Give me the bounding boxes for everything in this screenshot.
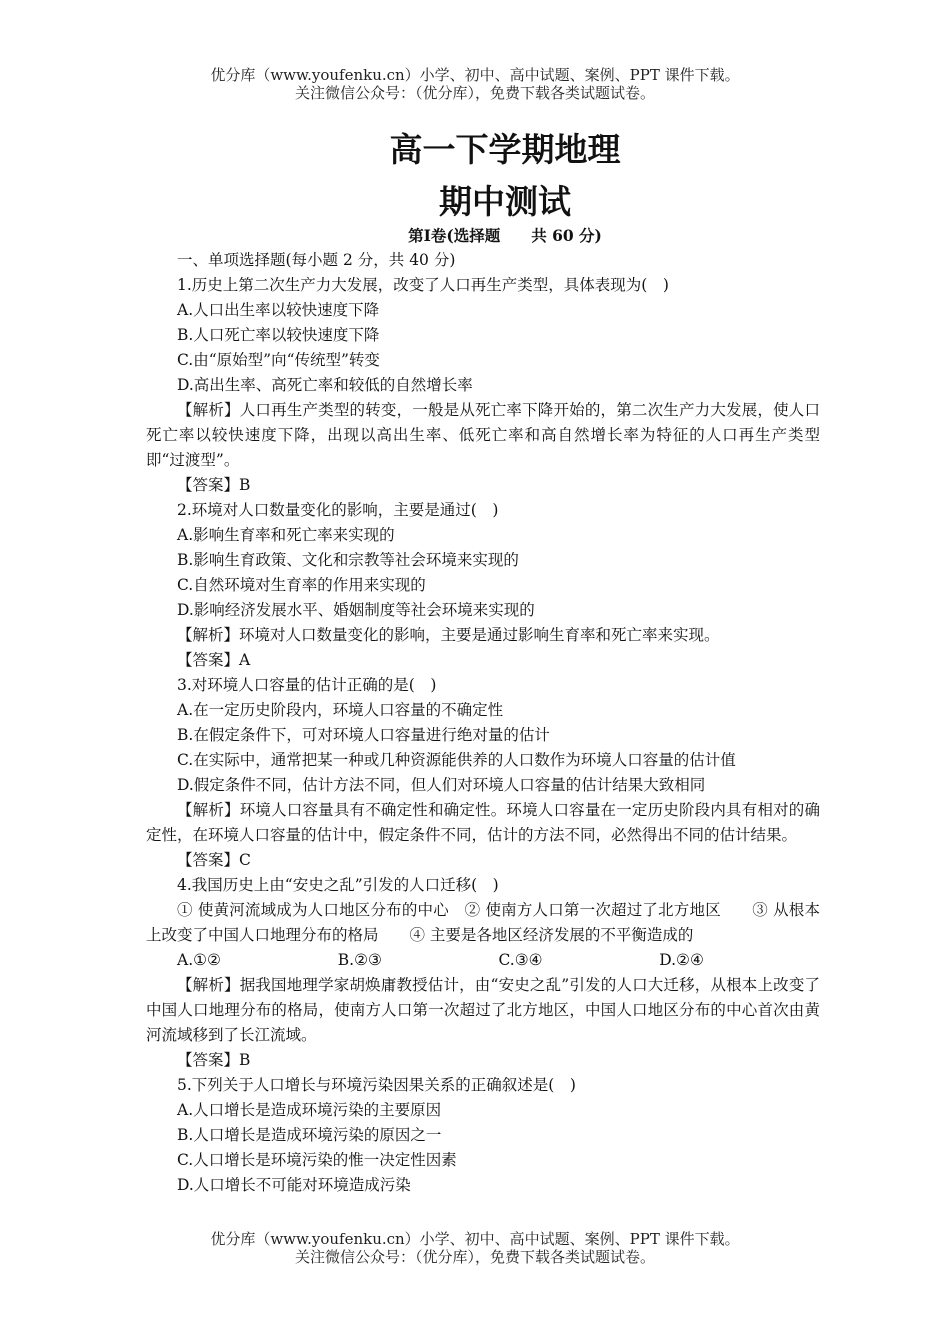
question-3-stem: 3.对环境人口容量的估计正确的是( ) xyxy=(177,676,437,694)
section-heading: 第Ⅰ卷(选择题 共 60 分) xyxy=(408,226,602,245)
question-5-option-d: D.人口增长不可能对环境造成污染 xyxy=(177,1176,411,1194)
question-2-option-d: D.影响经济发展水平、婚姻制度等社会环境来实现的 xyxy=(177,601,535,619)
question-5-stem: 5.下列关于人口增长与环境污染因果关系的正确叙述是( ) xyxy=(177,1076,576,1094)
question-4-answer: 【答案】B xyxy=(177,1051,251,1069)
question-1-option-b: B.人口死亡率以较快速度下降 xyxy=(177,326,380,344)
question-4-stem: 4.我国历史上由“安史之乱”引发的人口迁移( ) xyxy=(177,876,499,894)
question-1-stem: 1.历史上第二次生产力大发展，改变了人口再生产类型，具体表现为( ) xyxy=(177,276,669,294)
question-2-analysis: 【解析】环境对人口数量变化的影响，主要是通过影响生育率和死亡率来实现。 xyxy=(177,626,720,644)
page-header xyxy=(0,66,950,102)
question-4-analysis: 【解析】据我国地理学家胡焕庸教授估计，由“安史之乱”引发的人口大迁移，从根本上改变了中国人口地理分布的格局，使南方人口第一次超过了北方地区，中国人口地区分布的中心首次由黄河流域移到了长江流域。 xyxy=(146,976,820,1044)
question-4-statements: ① 使黄河流域成为人口地区分布的中心 ② 使南方人口第一次超过了北方地区 ③ 从根本上改变了中国人口地理分布的格局 ④ 主要是各地区经济发展的不平衡造成的 xyxy=(146,901,820,944)
footer-line-1: 优分库（www.youfenku.cn）小学、初中、高中试题、案例、PPT 课件下载。 xyxy=(210,1230,740,1248)
question-3-option-c: C.在实际中，通常把某一种或几种资源能供养的人口数作为环境人口容量的估计值 xyxy=(177,751,736,769)
question-1-option-d: D.高出生率、高死亡率和较低的自然增长率 xyxy=(177,376,473,394)
question-1-option-c: C.由“原始型”向“传统型”转变 xyxy=(177,351,380,369)
question-2-answer: 【答案】A xyxy=(177,651,251,669)
footer-line-2: 关注微信公众号：（优分库），免费下载各类试题试卷。 xyxy=(294,1248,655,1266)
part-heading: 一、单项选择题(每小题 2 分，共 40 分) xyxy=(177,251,456,269)
header-line-2: 关注微信公众号：（优分库），免费下载各类试题试卷。 xyxy=(294,84,655,102)
question-3-analysis: 【解析】环境人口容量具有不确定性和确定性。环境人口容量在一定历史阶段内具有相对的确定性，在环境人口容量的估计中，假定条件不同，估计的方法不同，必然得出不同的估计结果。 xyxy=(146,801,820,844)
question-5-option-c: C.人口增长是环境污染的惟一决定性因素 xyxy=(177,1151,457,1169)
question-4-option-d: D.②④ xyxy=(659,951,704,969)
page-footer xyxy=(0,1230,950,1266)
question-3-option-d: D.假定条件不同，估计方法不同，但人们对环境人口容量的估计结果大致相同 xyxy=(177,776,706,794)
question-3-answer: 【答案】C xyxy=(177,851,251,869)
question-4-options xyxy=(146,948,820,973)
header-line-1: 优分库（www.youfenku.cn）小学、初中、高中试题、案例、PPT 课件下载。 xyxy=(210,66,740,84)
question-2-stem: 2.环境对人口数量变化的影响，主要是通过( ) xyxy=(177,501,499,519)
question-1-analysis: 【解析】人口再生产类型的转变，一般是从死亡率下降开始的，第二次生产力大发展，使人口死亡率以较快速度下降，出现以高出生率、低死亡率和高自然增长率为特征的人口再生产类型即“过渡型”。 xyxy=(146,401,820,469)
question-3-option-b: B.在假定条件下，可对环境人口容量进行绝对量的估计 xyxy=(177,726,550,744)
question-2-option-a: A.影响生育率和死亡率来实现的 xyxy=(177,526,395,544)
question-2-option-b: B.影响生育政策、文化和宗教等社会环境来实现的 xyxy=(177,551,519,569)
title-line-2: 期中测试 xyxy=(439,182,571,221)
question-5-option-a: A.人口增长是造成环境污染的主要原因 xyxy=(177,1101,442,1119)
title-line-1: 高一下学期地理 xyxy=(389,130,621,169)
question-4-option-c: C.③④ xyxy=(498,951,543,969)
question-1-answer: 【答案】B xyxy=(177,476,251,494)
question-2-option-c: C.自然环境对生育率的作用来实现的 xyxy=(177,576,426,594)
document-body xyxy=(146,248,820,1198)
question-1-option-a: A.人口出生率以较快速度下降 xyxy=(177,301,380,319)
question-4-option-a: A.①② xyxy=(177,951,221,969)
question-3-option-a: A.在一定历史阶段内，环境人口容量的不确定性 xyxy=(177,701,504,719)
question-4-option-b: B.②③ xyxy=(337,951,382,969)
question-5-option-b: B.人口增长是造成环境污染的原因之一 xyxy=(177,1126,442,1144)
